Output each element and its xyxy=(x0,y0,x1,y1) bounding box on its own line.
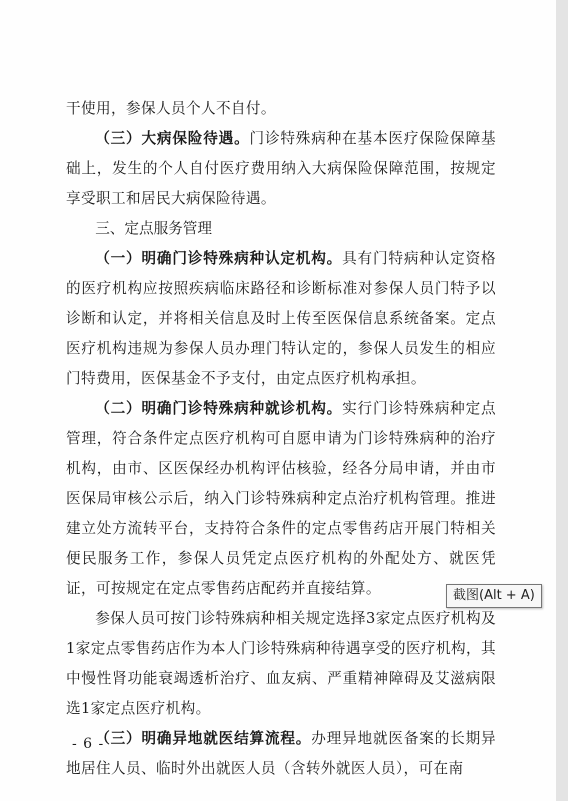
paragraph-lead-bold: （三）大病保险待遇。 xyxy=(95,130,250,147)
paragraph-text: 实行门诊特殊病种定点管理，符合条件定点医疗机构可自愿申请为门诊特殊病种的治疗机构，由市、区医保经办机构评估核验，经各分局申请，并由市医保局审核公示后，纳入门诊特殊病种定点治疗机构管理。推进建立处方流转平台，支持符合条件的定点零售药店开展门特相关便民服务工作，参保人员凭定点医疗机构的外配处方、就医凭证，可按规定在定点零售药店配药并直接结算。 xyxy=(66,400,496,597)
paragraph-text: 办理异地就医备案的长期异地居住人员、临时外出就医人员（含转外就医人员），可在南 xyxy=(66,730,496,777)
viewer-gutter xyxy=(556,0,568,801)
page-number: - 6 - xyxy=(72,736,105,752)
paragraph-text: 具有门特病种认定资格的医疗机构应按照疾病临床路径和诊断标准对参保人员门特予以诊断和认定，并将相关信息及时上传至医保信息系统备案。定点医疗机构违规为参保人员办理门特认定的，参保人员发生的相应门特费用，医保基金不予支付，由定点医疗机构承担。 xyxy=(66,250,496,387)
paragraph-4 xyxy=(66,394,496,604)
paragraph-text: 干使用，参保人员个人不自付。 xyxy=(66,100,276,117)
paragraph-lead-bold: （一）明确门诊特殊病种认定机构。 xyxy=(95,250,343,267)
paragraph-lead-bold: （三）明确异地就医结算流程。 xyxy=(95,730,312,747)
paragraph-lead-bold: （二）明确门诊特殊病种就诊机构。 xyxy=(95,400,343,417)
paragraph-6 xyxy=(66,724,496,784)
paragraph-3 xyxy=(66,244,496,394)
paragraph-2 xyxy=(66,124,496,214)
paragraph-text: 门诊特殊病种在基本医疗保险保障基础上，发生的个人自付医疗费用纳入大病保险保障范围，按规定享受职工和居民大病保险待遇。 xyxy=(66,130,496,207)
paragraph-5 xyxy=(66,604,496,724)
document-body xyxy=(66,94,496,784)
paragraph-text: 参保人员可按门诊特殊病种相关规定选择3家定点医疗机构及1家定点零售药店作为本人门诊特殊病种待遇享受的医疗机构，其中慢性肾功能衰竭透析治疗、血友病、严重精神障碍及艾滋病限选1家定点医疗机构。 xyxy=(66,610,496,717)
screenshot-tooltip: 截图(Alt + A) xyxy=(446,584,542,608)
section-heading: 三、定点服务管理 xyxy=(95,220,212,237)
paragraph-1 xyxy=(66,94,496,124)
